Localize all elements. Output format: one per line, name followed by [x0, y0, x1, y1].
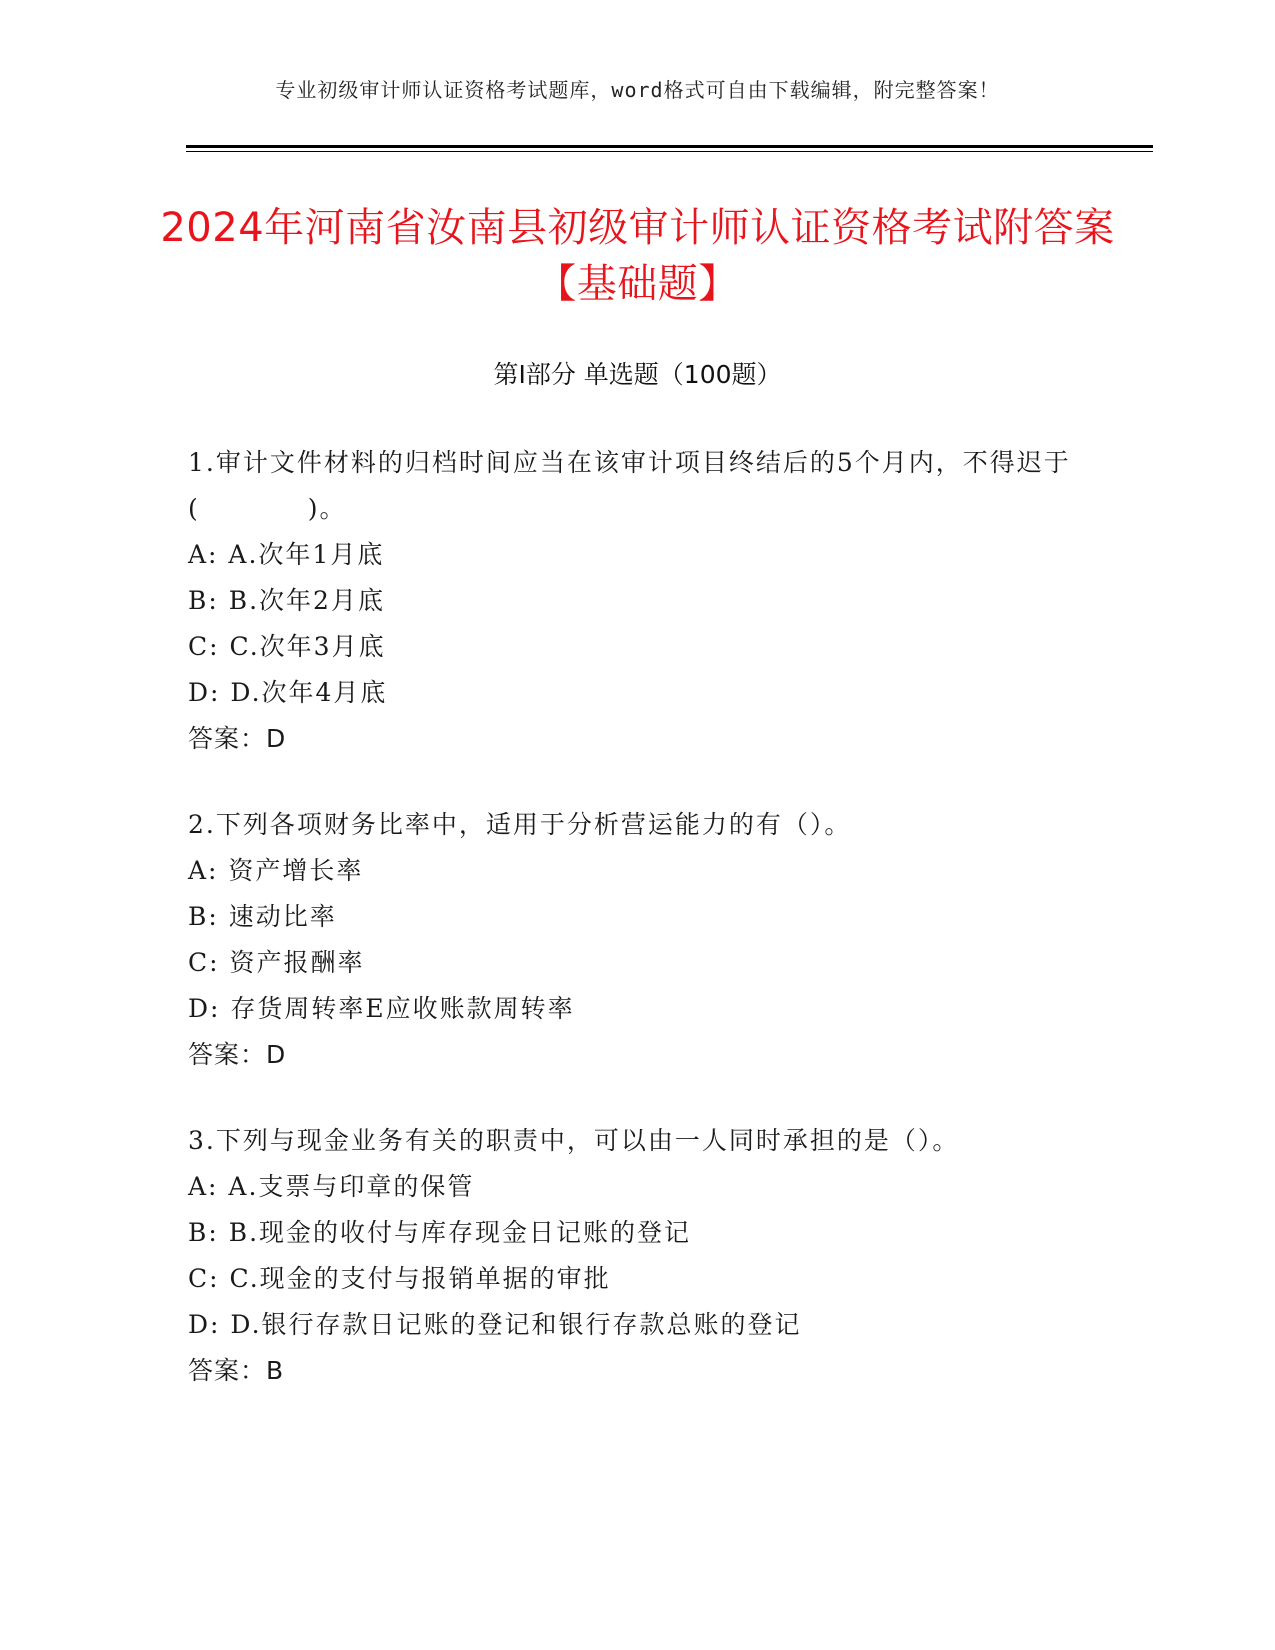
section-title: 第I部分 单选题（100题）	[493, 360, 782, 389]
page-header: 专业初级审计师认证资格考试题库，word格式可自由下载编辑，附完整答案！	[275, 78, 1000, 102]
option-a: A: 资产增长率	[188, 856, 364, 885]
option-d: D: D.银行存款日记账的登记和银行存款总账的登记	[188, 1310, 802, 1339]
question-stem: 3.下列与现金业务有关的职责中，可以由一人同时承担的是（）。	[188, 1126, 960, 1155]
answer: 答案：B	[188, 1356, 285, 1385]
header-rule-thin	[186, 151, 1153, 152]
header-rule-thick	[186, 145, 1153, 148]
question-list	[188, 440, 1088, 1434]
option-b: B: B.次年2月底	[188, 586, 385, 615]
answer: 答案：D	[188, 724, 287, 753]
option-c: C: C.次年3月底	[188, 632, 386, 661]
document-title: 2024年河南省汝南县初级审计师认证资格考试附答案【基础题】	[160, 205, 1115, 307]
question-2	[188, 802, 1088, 1078]
question-stem: 1.审计文件材料的归档时间应当在该审计项目终结后的5个月内，不得迟于( )。	[188, 448, 1071, 523]
question-stem: 2.下列各项财务比率中，适用于分析营运能力的有（）。	[188, 810, 852, 839]
option-b: B: B.现金的收付与库存现金日记账的登记	[188, 1218, 692, 1247]
option-c: C: C.现金的支付与报销单据的审批	[188, 1264, 611, 1293]
option-a: A: A.支票与印章的保管	[188, 1172, 475, 1201]
option-a: A: A.次年1月底	[188, 540, 385, 569]
option-d: D: 存货周转率E应收账款周转率	[188, 994, 575, 1023]
option-d: D: D.次年4月底	[188, 678, 388, 707]
option-c: C: 资产报酬率	[188, 948, 365, 977]
question-1	[188, 440, 1088, 762]
answer: 答案：D	[188, 1040, 287, 1069]
option-b: B: 速动比率	[188, 902, 337, 931]
question-3	[188, 1118, 1088, 1394]
